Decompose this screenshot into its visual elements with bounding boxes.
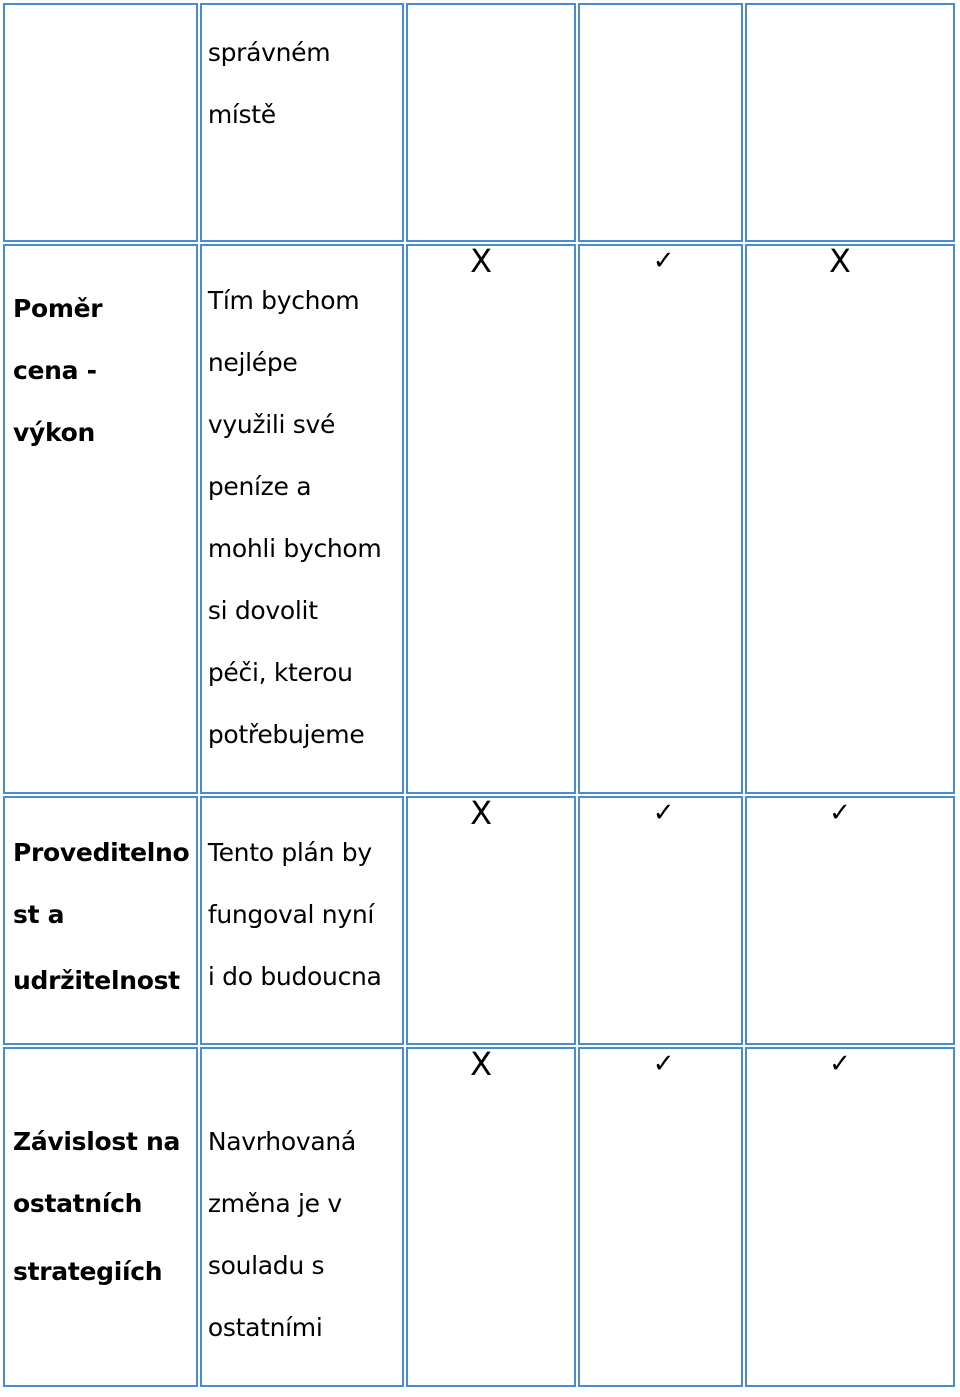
option-2-cell (578, 1047, 743, 1387)
option-3-cell (745, 796, 955, 1045)
cross-icon: X (470, 794, 493, 832)
option-2-cell (578, 796, 743, 1045)
option-3-cell (745, 1047, 955, 1387)
option-1-cell (406, 1047, 577, 1387)
criterion-line: ostatních (13, 1189, 143, 1218)
description-cell (200, 796, 404, 1045)
description-line: změna je v (207, 1189, 342, 1218)
option-1-cell (406, 3, 577, 242)
cross-icon: X (470, 242, 493, 280)
criterion-cell (3, 3, 198, 242)
description-line: mohli bychom (207, 534, 382, 563)
criterion-line: st a (13, 900, 65, 929)
cross-icon: X (829, 242, 851, 280)
table-row (3, 1047, 955, 1387)
criterion-line: Závislost na (13, 1127, 181, 1156)
check-icon: ✓ (652, 798, 675, 828)
criterion-line: strategiích (13, 1257, 163, 1286)
description-line: nejlépe (207, 348, 298, 377)
description-line: místě (207, 100, 276, 129)
description-cell (200, 3, 404, 242)
description-line: péči, kterou (207, 658, 353, 687)
description-cell (200, 1047, 404, 1387)
option-2-cell (578, 3, 743, 242)
check-icon: ✓ (652, 1049, 675, 1079)
description-cell (200, 244, 404, 794)
criterion-cell (3, 244, 198, 794)
option-3-cell (745, 3, 955, 242)
description-line: Tím bychom (207, 286, 360, 315)
criterion-cell (3, 1047, 198, 1387)
description-line: i do budoucna (207, 962, 382, 991)
option-1-cell (406, 244, 577, 794)
criterion-line: Poměr (13, 294, 103, 323)
description-line: peníze a (207, 472, 312, 501)
table-row (3, 3, 955, 242)
option-1-cell (406, 796, 577, 1045)
criterion-line: udržitelnost (13, 966, 180, 995)
description-line: potřebujeme (207, 720, 365, 749)
criterion-line: výkon (13, 418, 96, 447)
description-line: ostatními (207, 1313, 323, 1342)
check-icon: ✓ (829, 798, 851, 828)
check-icon: ✓ (652, 246, 675, 276)
table-row (3, 244, 955, 794)
description-line: souladu s (207, 1251, 325, 1280)
options-comparison-table (1, 1, 957, 1389)
description-line: správném (207, 38, 331, 67)
description-line: využili své (207, 410, 336, 439)
criterion-line: Proveditelno (13, 838, 190, 867)
check-icon: ✓ (829, 1049, 851, 1079)
option-3-cell (745, 244, 955, 794)
description-line: si dovolit (207, 596, 318, 625)
table-row (3, 796, 955, 1045)
description-line: fungoval nyní (207, 900, 375, 929)
criterion-line: cena - (13, 356, 97, 385)
criterion-cell (3, 796, 198, 1045)
description-line: Navrhovaná (207, 1127, 356, 1156)
option-2-cell (578, 244, 743, 794)
description-line: Tento plán by (207, 838, 372, 867)
cross-icon: X (470, 1045, 493, 1083)
